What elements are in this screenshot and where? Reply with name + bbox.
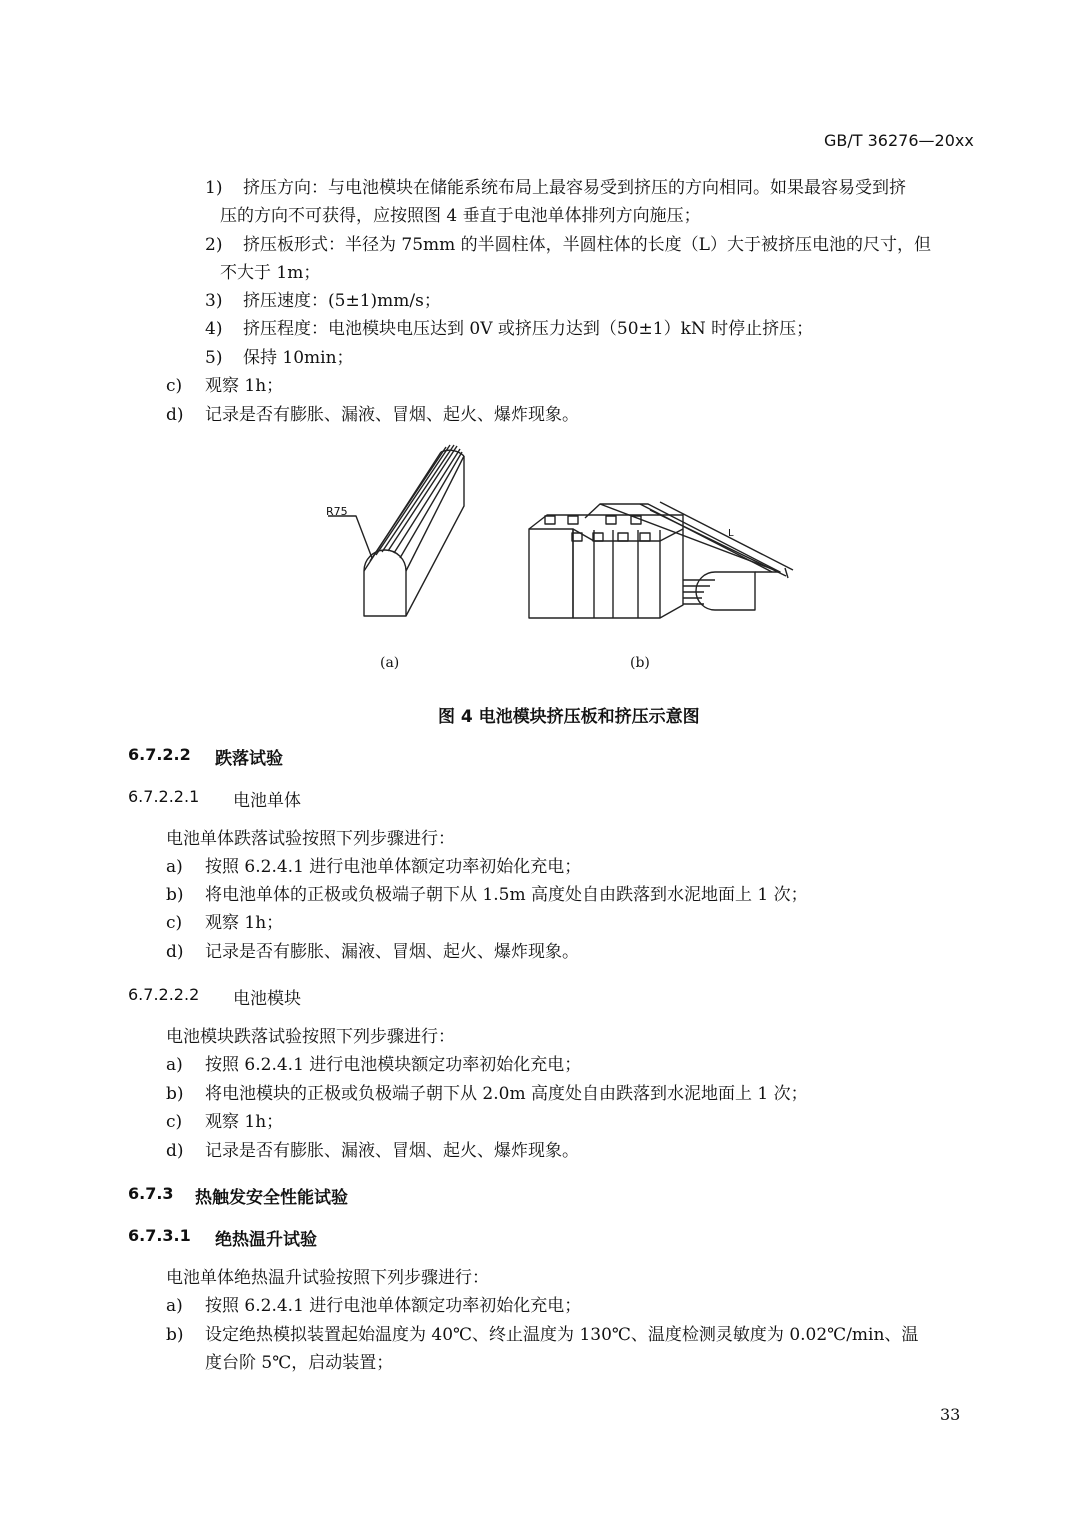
list-item-text: 记录是否有膨胀、漏液、冒烟、起火、爆炸现象。 [205,942,579,962]
list-item-text: 将电池单体的正极或负极端子朝下从 1.5m 高度处自由跌落到水泥地面上 1 次； [205,885,808,905]
section-title: 热触发安全性能试验 [195,1188,348,1208]
module-crush-drawing [529,502,793,618]
list-item-text: 观察 1h； [205,913,284,933]
caption-b: (b) [630,655,650,671]
list-marker: 4) [205,319,223,339]
list-marker: a) [166,1296,183,1316]
list-item-text: 挤压板形式：半径为 75mm 的半圆柱体，半圆柱体的长度（L）大于被挤压电池的尺寸，但 [243,235,931,255]
section-number: 6.7.3.1 [128,1226,191,1245]
standard-code: GB/T 36276—20xx [824,131,974,150]
list-marker: d) [166,405,184,425]
list-marker: 1) [205,178,223,198]
list-item-text: 记录是否有膨胀、漏液、冒烟、起火、爆炸现象。 [205,1141,579,1161]
list-item-text: 挤压程度：电池模块电压达到 0V 或挤压力达到（50±1）kN 时停止挤压； [243,319,814,339]
paragraph: 电池模块跌落试验按照下列步骤进行： [166,1027,455,1047]
list-item-text: 挤压速度：(5±1)mm/s； [243,291,441,311]
caption-a: (a) [380,655,400,671]
list-item-text: 度台阶 5℃，启动装置； [205,1353,394,1373]
list-marker: b) [166,1325,184,1345]
list-marker: 3) [205,291,223,311]
length-label: L [728,528,734,539]
list-marker: a) [166,1055,183,1075]
list-item-text: 保持 10min； [243,348,354,368]
list-item-text: 按照 6.2.4.1 进行电池单体额定功率初始化充电； [205,1296,582,1316]
list-marker: b) [166,1084,184,1104]
section-title: 跌落试验 [215,749,283,769]
list-item-text: 将电池模块的正极或负极端子朝下从 2.0m 高度处自由跌落到水泥地面上 1 次； [205,1084,808,1104]
list-marker: d) [166,942,184,962]
figure-title: 图 4 电池模块挤压板和挤压示意图 [438,707,700,727]
list-item-text: 不大于 1m； [220,263,321,283]
list-marker: 2) [205,235,223,255]
list-marker: a) [166,857,183,877]
list-item-text: 按照 6.2.4.1 进行电池单体额定功率初始化充电； [205,857,582,877]
list-item-text: 设定绝热模拟装置起始温度为 40℃、终止温度为 130℃、温度检测灵敏度为 0.02℃/min、温 [205,1325,919,1345]
list-marker: 5) [205,348,223,368]
list-marker: b) [166,885,184,905]
section-number: 6.7.3 [128,1184,174,1203]
list-marker: c) [166,913,183,933]
list-marker: d) [166,1141,184,1161]
list-item-text: 挤压方向：与电池模块在储能系统布局上最容易受到挤压的方向相同。如果最容易受到挤 [243,178,906,198]
section-title: 电池模块 [233,989,301,1009]
section-title: 绝热温升试验 [215,1230,317,1250]
crush-plate-drawing [328,445,464,616]
section-number: 6.7.2.2.1 [128,787,200,806]
list-item-text: 观察 1h； [205,376,284,396]
list-marker: c) [166,376,183,396]
list-marker: c) [166,1112,183,1132]
list-item-text: 按照 6.2.4.1 进行电池模块额定功率初始化充电； [205,1055,582,1075]
section-title: 电池单体 [233,791,301,811]
list-item-text: 压的方向不可获得，应按照图 4 垂直于电池单体排列方向施压； [220,206,701,226]
paragraph: 电池单体跌落试验按照下列步骤进行： [166,829,455,849]
list-item-text: 记录是否有膨胀、漏液、冒烟、起火、爆炸现象。 [205,405,579,425]
crush-diagram [300,430,840,650]
section-number: 6.7.2.2 [128,745,191,764]
r75-label: R75 [326,505,348,518]
section-number: 6.7.2.2.2 [128,985,200,1004]
page-number: 33 [940,1405,961,1424]
paragraph: 电池单体绝热温升试验按照下列步骤进行： [166,1268,489,1288]
list-item-text: 观察 1h； [205,1112,284,1132]
